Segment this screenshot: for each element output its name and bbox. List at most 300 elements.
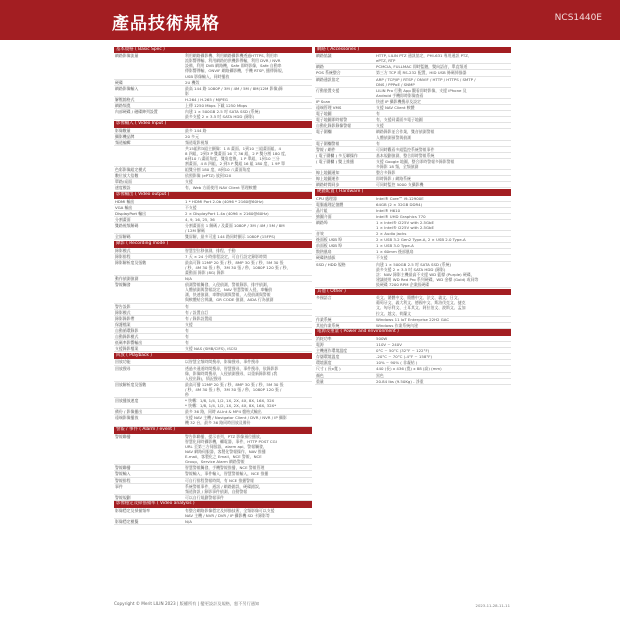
spec-label: 環境濕度	[316, 360, 332, 366]
spec-value-line: 割畫面，4 8 四組，2 到3 P 雙組 16 組 180 度，1 9P 單	[185, 161, 285, 167]
spec-label: 頻道編輯	[115, 139, 131, 145]
spec-value	[376, 64, 511, 69]
spec-value-line: PCMCIA, FULLMAC 即時監聽，雙向語音，單直頻道	[376, 64, 468, 70]
spec-label: 網路協議	[316, 53, 332, 59]
spec-label: 警報 / 網件	[316, 146, 336, 152]
spec-value-line: 基本規劃偵測，整合即時警報系統	[376, 152, 435, 158]
spec-label: 備份 / 影像播出	[115, 409, 143, 415]
spec-value-line: 測，快速偵測，車牌偵測與警報，入侵偵測與警報	[185, 292, 271, 298]
spec-label: ( 電子圍欄 ) 多互聯操作	[316, 152, 358, 158]
spec-value	[185, 434, 312, 465]
spec-row	[315, 262, 511, 288]
spec-label: ( 電子圍欄 ) 雙上推播	[316, 158, 354, 164]
spec-value	[376, 141, 511, 146]
spec-value-line: 500W	[376, 335, 388, 341]
spec-value-line: 拉文、越文、荷蘭文	[376, 310, 412, 316]
spec-value-line: 支援 NAV Client 軟體	[376, 105, 415, 111]
spec-value	[376, 196, 511, 201]
spec-value-line: 共15組和3組主顯像：1 8 畫面、1到10 三組畫面組、4	[185, 145, 282, 151]
spec-row	[114, 484, 312, 495]
spec-value-line: 可以自行規劃警報事件	[185, 494, 224, 500]
spec-value-line: 網路錄影並合作業，雙音偵測警報	[376, 129, 435, 135]
spec-value-line: 可同時觀看多組監控系統警報事件	[376, 146, 435, 152]
spec-value	[376, 214, 511, 219]
spec-value-line: 2 × USB 3.2 Gen2 Type-A, 2 × USB 2.0 Type-A	[376, 237, 466, 243]
spec-value-line: Group，Service Alarm 網路警報	[185, 459, 245, 465]
spec-value	[376, 170, 511, 175]
spec-label: 數位放大倍數	[115, 173, 139, 179]
spec-value-line: 支援 NAS (SMB/CIFS), iSCSI	[185, 346, 237, 352]
spec-label: 影像穩定模擬	[115, 519, 139, 525]
spec-label: 電子圍欄警報	[316, 140, 340, 146]
spec-value-line: 人體偵測與警報設定，NAV 智慧警報入侵，車輛偵	[185, 287, 273, 293]
section-header: 電源及重量 ( Power and environment )	[315, 329, 511, 336]
spec-row	[315, 129, 511, 140]
spec-label: 散熱風扇	[316, 249, 332, 255]
spec-value-line: 最高 144 路 1080P / 3M / 4M / 5M / 8M(12M 影像)錄	[185, 85, 283, 91]
spec-value-line: 10% ~ 90% ( 非凝結 )	[376, 360, 418, 366]
spec-value	[376, 262, 511, 287]
spec-value-line: 智慧型位移偵測，排程，手動	[185, 247, 236, 253]
spec-value	[185, 260, 312, 275]
spec-label	[114, 146, 185, 166]
section-header: 回放 ( Playback )	[114, 353, 312, 360]
spec-value	[376, 317, 511, 322]
spec-label: 分割畫面	[115, 217, 131, 222]
spec-value-line: 與軟體結合辨識，GR CODE 偵測，AIDA 行為偵測	[185, 297, 274, 303]
spec-value-line: 設備，利用 DVB 網路機，Safe 即時影像，Safe 自動串	[185, 63, 282, 69]
spec-value-line: 0°C ~ 50°C (32°F ~ 122°F)	[376, 348, 430, 354]
spec-value	[185, 179, 312, 184]
spec-label: VGA 輸出	[115, 204, 133, 210]
spec-value	[185, 409, 312, 414]
spec-label: DisplayPort 輸出	[115, 210, 147, 216]
spec-value-line: 有	[185, 340, 189, 346]
spec-row	[315, 220, 511, 231]
spec-value-line: 黑色	[376, 372, 384, 378]
spec-value	[185, 382, 312, 397]
spec-value-line: USB 影像輸入，同時播放	[185, 73, 230, 79]
spec-label: 警報規劃	[115, 494, 131, 500]
spec-label: 警報輸入	[115, 471, 131, 477]
spec-value-line: 有整合網路影像穩定及掃描技術，全頻影像可以支援	[185, 508, 275, 514]
spec-label: 錄影模式	[115, 247, 131, 253]
spec-row	[114, 234, 312, 240]
spec-value	[376, 243, 511, 248]
spec-label: 遠端管理 VMS	[316, 105, 342, 111]
spec-value	[185, 282, 312, 302]
spec-value-line: N/A	[185, 276, 192, 282]
spec-value-line: 頻道電影視頻	[185, 139, 209, 145]
spec-label: 網路時間同步	[316, 182, 340, 188]
spec-value	[376, 295, 511, 315]
spec-value-line: ePTZ, RTP	[376, 58, 396, 64]
spec-value	[185, 167, 312, 172]
spec-label: 網路頻寬	[115, 103, 131, 109]
spec-value-line: 像，影像時間搜尋，入侵偵測搜尋，以重新錄影標 (我	[185, 370, 278, 376]
spec-value	[376, 117, 511, 122]
spec-value-line: 影	[185, 90, 189, 96]
spec-value-line: 有	[185, 333, 189, 339]
spec-value	[185, 519, 312, 524]
spec-value	[376, 208, 511, 213]
spec-value-line: 智慧警報觸發，手機警報推播，NCE 警報管理	[185, 465, 265, 471]
spec-value	[376, 354, 511, 359]
spec-value-line: 有	[185, 327, 189, 333]
spec-value	[376, 176, 511, 181]
spec-row	[315, 88, 511, 99]
spec-value	[185, 478, 312, 483]
spec-value	[185, 223, 312, 233]
spec-value-line: 1 × Intel® i225V with 2.5GbE	[376, 219, 434, 225]
spec-value-line: 1 × 60mm 後部風扇	[376, 249, 414, 255]
section-header: 影像穩定及掃描頻率 ( Video analysis )	[114, 501, 312, 508]
spec-value	[376, 366, 511, 371]
spec-label: 自動錄影模式	[115, 333, 139, 339]
spec-label: 行動裝置支援	[316, 87, 340, 93]
spec-value-line: 依照影像 (ePTZ) 放到32X	[185, 173, 232, 179]
spec-value-line: URL 至第三方伺服器，alarm api，警報觸發，	[185, 443, 267, 449]
spec-value-line: 透過多通道時間搜尋，智慧搜尋，事件搜尋，依錄影影	[185, 365, 279, 371]
spec-label: 電子地圖	[316, 111, 332, 117]
spec-value-line: Android 手機即時影像查看	[376, 92, 424, 98]
spec-value-line: 4, 9, 16, 25, 36	[185, 217, 215, 222]
spec-value-line: 最多 36 路，同時 Al-Int & MP4 檔格式輸出	[185, 409, 262, 415]
section-header: 其他 ( Other )	[315, 289, 511, 296]
spec-value-line: 最多支援 2 × 3.5 吋 SATA HDD (錄影)	[185, 114, 255, 120]
spec-value	[185, 53, 312, 78]
spec-value-line: 64GB (2 × 32GB DDR4)	[376, 201, 423, 207]
spec-row	[114, 86, 312, 97]
spec-value-line: 2U 機殼	[185, 79, 200, 85]
spec-value	[376, 231, 511, 236]
spec-value-line: / 秒，4M 30 張 / 秒，3M 30 張 / 秒，1080P 120 張 / 秒，	[185, 264, 291, 270]
spec-value-line: 人體偵測預警與偵測	[376, 134, 412, 140]
spec-label: 動作偵測偵測	[115, 276, 139, 282]
spec-value	[185, 103, 312, 108]
model-number: NCS1440E	[554, 13, 602, 23]
spec-value	[185, 346, 312, 351]
spec-value-line: 利用網路攝影機、利用網路攝影機透過HTTPS, 利用串	[185, 53, 278, 59]
spec-value	[376, 202, 511, 207]
spec-label: 線上地圖通知	[316, 170, 340, 176]
spec-value-line: 可自行排程警報時間，有 NCE 推播警報	[185, 477, 254, 483]
spec-value	[185, 128, 312, 133]
spec-value-line: Intel® Core™ i9-12900E	[376, 195, 424, 201]
spec-label: POS 系統整合	[316, 70, 341, 76]
spec-row	[114, 282, 312, 303]
section-header: 基本規格 ( Basic Spec )	[114, 47, 312, 54]
spec-label: 網路影像輸入	[115, 85, 139, 91]
spec-value	[376, 220, 511, 230]
spec-value	[185, 359, 312, 364]
spec-row	[114, 346, 312, 352]
spec-value-line: 2 × DisplayPort 1.4a (4096 × 2160@60Hz)	[185, 210, 269, 216]
spec-value	[185, 185, 312, 190]
spec-value	[376, 237, 511, 242]
spec-value-line: 440 (長) x 436 (寬) x 88 (高) (mm)	[376, 366, 442, 372]
spec-value	[376, 360, 511, 365]
spec-value-line: 支援	[185, 179, 193, 185]
spec-value	[376, 77, 511, 87]
spec-value-line: 智慧化同時攝影機，繼電器，事件，HTTP POST CGI	[185, 438, 277, 444]
spec-value-line: 英文、繁體中文、簡體中文、法文、義文、日文、	[376, 295, 462, 301]
spec-label: 電子地圖即時報警	[316, 117, 348, 123]
spec-row	[114, 415, 312, 426]
section-header: 錄影 ( Recording mode )	[114, 241, 312, 248]
spec-value-line: 有 / 錄影設置組	[185, 315, 213, 321]
spec-value	[376, 182, 511, 187]
spec-value	[185, 234, 312, 239]
spec-value-line: 支援	[376, 123, 384, 129]
spec-value-line: 內建 1 × 500GB 2.5 吋 SATA SSD (系統)	[376, 261, 451, 267]
spec-value	[376, 159, 511, 169]
spec-value	[376, 53, 511, 63]
spec-label: 前面板 USB 埠	[316, 243, 343, 249]
spec-label: 繪圖介面	[316, 213, 332, 219]
spec-label: 音效	[316, 231, 324, 237]
spec-value-line: NAV 主機 / NVR / DVR / IP 攝影機 SD 卡錄影等	[185, 513, 270, 519]
section-header: 影像輸入 ( Video Input )	[114, 121, 312, 128]
spec-value-line: / 秒，4M 30 張 / 秒，3M 30 張 / 秒，1080P 120 張 /	[185, 386, 282, 392]
spec-label: 顏色	[316, 372, 324, 378]
spec-label: 主機運作環境溫度	[316, 348, 348, 354]
spec-value	[376, 255, 511, 260]
spec-label: 警告設影	[115, 303, 131, 309]
spec-label: 後面板 USB 埠	[316, 237, 343, 243]
spec-label: 硬碟	[115, 79, 123, 85]
spec-row	[114, 366, 312, 382]
spec-value-line: * 快轉：1/8, 1/4, 1/2, 1X, 2X, 4X, 8X, 16X, 32X	[185, 398, 275, 404]
spec-value	[376, 88, 511, 98]
spec-label: 回放播放速度	[115, 398, 139, 404]
spec-value	[376, 249, 511, 254]
spec-value-line: * 快轉：1/8, 1/4, 1/2, 1X, 2X, 4X, 8X, 16X, 32X*	[185, 403, 277, 409]
spec-row	[315, 53, 511, 64]
spec-value	[185, 205, 312, 210]
spec-value-line: HTTP, LILIN PTZ 通訊協定，PHI-631 專用通訊 PTZ,	[376, 53, 470, 59]
spec-value-line: 入侵出錄)，情況搜尋	[185, 375, 222, 381]
spec-label: 遠端影像播放	[115, 415, 139, 421]
spec-value-line: 不支援	[185, 204, 197, 210]
spec-value	[185, 173, 312, 178]
spec-row	[114, 53, 312, 79]
spec-row	[114, 260, 312, 276]
spec-column-right	[315, 46, 511, 385]
spec-row	[114, 146, 312, 167]
spec-label: 錄影解析度及張數	[115, 259, 147, 265]
spec-value-line: / 12M 解碼	[185, 228, 205, 234]
section-header: 網路 ( Accessories )	[315, 47, 511, 54]
spec-label: 速度模設	[115, 185, 131, 191]
spec-value-line: 最高可錄 12MP 20 張 / 秒，8MP 30 張 / 秒，5M 30 張	[185, 259, 284, 265]
spec-label: 全屏解碼	[115, 234, 131, 240]
spec-value-line: 20 多元	[185, 133, 199, 139]
spec-value-line: 警報輸入，事件輸入，智慧警報輸入，NCE 推播	[185, 471, 269, 477]
spec-value	[376, 70, 511, 75]
spec-label: 重量	[316, 378, 324, 384]
spec-value-line: 有，支援同畫面多電子地圖	[376, 117, 423, 123]
spec-value	[185, 217, 312, 222]
spec-value	[185, 276, 312, 281]
spec-label: 低碼率影響輸出	[115, 340, 143, 346]
spec-row	[114, 223, 312, 234]
spec-label: 自動化錄影錄像警報	[316, 123, 352, 129]
footer-date: 2023-11-28-11-11	[475, 603, 510, 608]
spec-value-line: 7 天 × 24 小時排程設定，可自行設定錄影時間	[185, 253, 267, 259]
spec-label: 網路影像流量	[115, 53, 139, 59]
spec-label: 電源	[316, 342, 324, 348]
spec-row	[114, 398, 312, 409]
spec-label: 解壓縮格式	[115, 96, 135, 102]
spec-row	[114, 109, 312, 120]
spec-value-line: 葡萄牙文、義大利文、德國中文、斯洛伐克文、捷克	[376, 300, 466, 306]
spec-value-line: 快速 IP 攝影機搜尋及設定	[376, 98, 421, 104]
spec-value-line: 偵測警報觸發，入侵偵測，警報錄影，排序偵測，	[185, 282, 271, 288]
spec-label: 硬碟熱插拔	[316, 255, 336, 261]
spec-value-line: N/A	[185, 519, 192, 525]
spec-value	[185, 508, 312, 518]
spec-label: 自動循環錄影	[115, 327, 139, 333]
spec-value	[185, 310, 312, 315]
spec-value	[185, 334, 312, 339]
spec-label: 線上地圖運作	[316, 176, 340, 182]
spec-value	[185, 415, 312, 425]
spec-value-line: 頻道資訊 / 錄影事件偵測，自動警報	[185, 488, 248, 494]
spec-value-line: 級硬碟 7200 RPM 企業級硬碟	[376, 281, 430, 287]
spec-value-line: 有 / 設置自訂	[185, 309, 209, 315]
spec-label: 支援錄影檔案	[115, 346, 139, 352]
spec-label: 尺寸 ( 長x寬 )	[316, 366, 341, 372]
spec-label: 網路埠	[316, 219, 328, 225]
spec-row	[315, 295, 511, 316]
page-title: 產品技術規格	[112, 14, 220, 34]
spec-value	[376, 323, 511, 328]
page-header	[0, 0, 620, 40]
spec-label: 錄影錄影帶	[115, 315, 135, 321]
spec-value	[376, 373, 511, 378]
spec-value	[376, 105, 511, 110]
spec-row	[114, 495, 312, 501]
spec-row	[315, 323, 511, 329]
spec-value-line: 文、匈牙利文、土耳其文、阿拉伯文、波斯文、孟加	[376, 305, 466, 311]
spec-value	[376, 336, 511, 341]
spec-value-line: 最高可播 12MP 20 張 / 秒，8MP 30 張 / 秒，5M 30 張	[185, 381, 284, 387]
spec-value-line: 1 × Intel® i225V with 2.5GbE	[376, 225, 434, 230]
section-header: 硬體配置 ( Hardware )	[315, 189, 511, 196]
spec-value	[185, 471, 312, 476]
spec-value-line: 支援	[185, 321, 193, 327]
spec-label: 雙路視頻解碼	[115, 223, 139, 229]
spec-value	[185, 304, 312, 309]
spec-value	[185, 109, 312, 119]
spec-value-line: 支援 Google 地圖，整合即時警報多錄影警報	[376, 158, 455, 164]
spec-value	[185, 146, 312, 166]
spec-value-line: 分割畫面出 1 解碼 / 及畫面 1080P / 3M / 4M / 5M / 8M	[185, 223, 285, 229]
spec-label: 多國語言	[316, 295, 332, 301]
spec-row	[114, 519, 312, 525]
spec-label: 作業系統	[316, 316, 332, 322]
spec-value	[376, 129, 511, 139]
spec-value	[185, 398, 312, 408]
footer-copyright: Copyright © Merit LILIN 2023 | 版權所有 | 變更設計及規格，恕不另行通知	[114, 601, 260, 606]
spec-value	[185, 316, 312, 321]
spec-value-line: -20°C ~ 70°C (-4°F ~ 158°F)	[376, 354, 433, 360]
spec-value-line: 有	[376, 111, 380, 117]
spec-value	[376, 153, 511, 158]
spec-value-line: 傳影響傳輸，ONVIF 網路攝影機，手機 RTSP, 播傳錄規，	[185, 68, 286, 74]
spec-value	[185, 211, 312, 216]
spec-value-line: 組雙分割 180 度，8到10 八畫面角度	[185, 167, 251, 173]
spec-value-line: 有，Web 方面使用 NAV Client 管理軟體	[185, 185, 257, 191]
spec-row	[114, 434, 312, 466]
spec-value-line: 內建 1 × 500GB 2.5 吋 SATA SSD (系統)	[185, 109, 260, 115]
spec-label: 錄影模式	[115, 309, 131, 315]
spec-value-line: 多錄影 18 頻，全頻偵測	[376, 163, 419, 169]
spec-value-line: 建議使用 WD Red Pro 系列硬碟，WD 金標 (Gold) 或同等	[376, 276, 479, 282]
spec-value-line: Windows 作業系統內建	[376, 322, 418, 328]
spec-value	[185, 340, 312, 345]
spec-value-line: 最多 144 路	[185, 127, 207, 133]
spec-label: 電子圍欄	[316, 129, 332, 135]
spec-label: HDMI 輸出	[115, 198, 135, 204]
spec-value-line: 系統警報事件，通訊 / 網路錯誤，硬碟錯誤，	[185, 483, 263, 489]
spec-value	[185, 97, 312, 102]
spec-value-line: 8 四組，2到3 P 雙畫面 16 大 36 組，2 P 雙分割 180 度，	[185, 150, 289, 156]
section-header: 影像輸出 ( Video output )	[114, 192, 312, 199]
spec-value-line: DNS / PPPoE / SNMP	[376, 81, 415, 87]
spec-label: 警報聯播	[115, 465, 131, 471]
spec-row	[114, 185, 312, 191]
spec-row	[114, 508, 312, 519]
spec-label: 色彩影像組定模式	[115, 167, 147, 173]
spec-label: 警報觸發	[115, 282, 131, 288]
spec-column-left	[114, 46, 312, 525]
spec-value	[376, 379, 511, 384]
spec-value-line: 可同時監控 5000 支攝影機	[376, 182, 424, 188]
spec-label: 攝影機品牌	[115, 133, 135, 139]
spec-value-line: 有	[376, 140, 380, 146]
spec-label: IP Scan	[316, 98, 331, 104]
spec-row	[315, 77, 511, 88]
spec-value-line: ARP / TCP/IP / RTSP / ONVIF / HTTP / HTTPS / SMTP /	[376, 76, 476, 82]
spec-label: 回放搜尋	[115, 365, 131, 371]
section-header: 警報 / 事件 ( Alarm / event )	[114, 427, 312, 434]
spec-label: 網路通訊協定	[316, 76, 340, 82]
spec-value-line: 8到10 八畫面角度，雙角度換，1 P 單組，1到10 三分	[185, 155, 280, 161]
spec-value-line: 2 × Audio Jacks	[376, 231, 407, 237]
spec-value-line: 上傳 1250 Mbps 下載 1250 Mbps	[185, 103, 248, 109]
spec-label: 保護檔案	[115, 321, 131, 327]
spec-row	[315, 182, 511, 188]
spec-value	[185, 140, 312, 145]
spec-label: 電腦處理記憶體	[316, 201, 344, 207]
spec-value-line: 註：NAV 錄影主機最高不支援 WD 藍標 (Purple) 硬碟，	[376, 271, 475, 277]
spec-value	[376, 147, 511, 152]
spec-value	[376, 99, 511, 104]
spec-label: 影像穩定及掃描頻率	[115, 508, 151, 514]
spec-label: 錄影排程	[115, 253, 131, 259]
spec-value-line: 第三方 TCP 或 RS-232 配置，HID USB 條碼掃描器	[376, 70, 467, 76]
spec-label: 回放功能	[115, 359, 131, 365]
spec-value-line: 雙屏解，最多可達 144 路同時顯示 1080P (15FPS)	[185, 234, 276, 240]
spec-value-line: 有	[185, 303, 189, 309]
spec-label: 單路/桌面	[115, 179, 132, 185]
spec-value	[185, 328, 312, 333]
spec-label: 其他作業系統	[316, 322, 340, 328]
spec-label: SSD / HDD 規格	[316, 261, 346, 267]
spec-label: 晶片組	[316, 207, 328, 213]
